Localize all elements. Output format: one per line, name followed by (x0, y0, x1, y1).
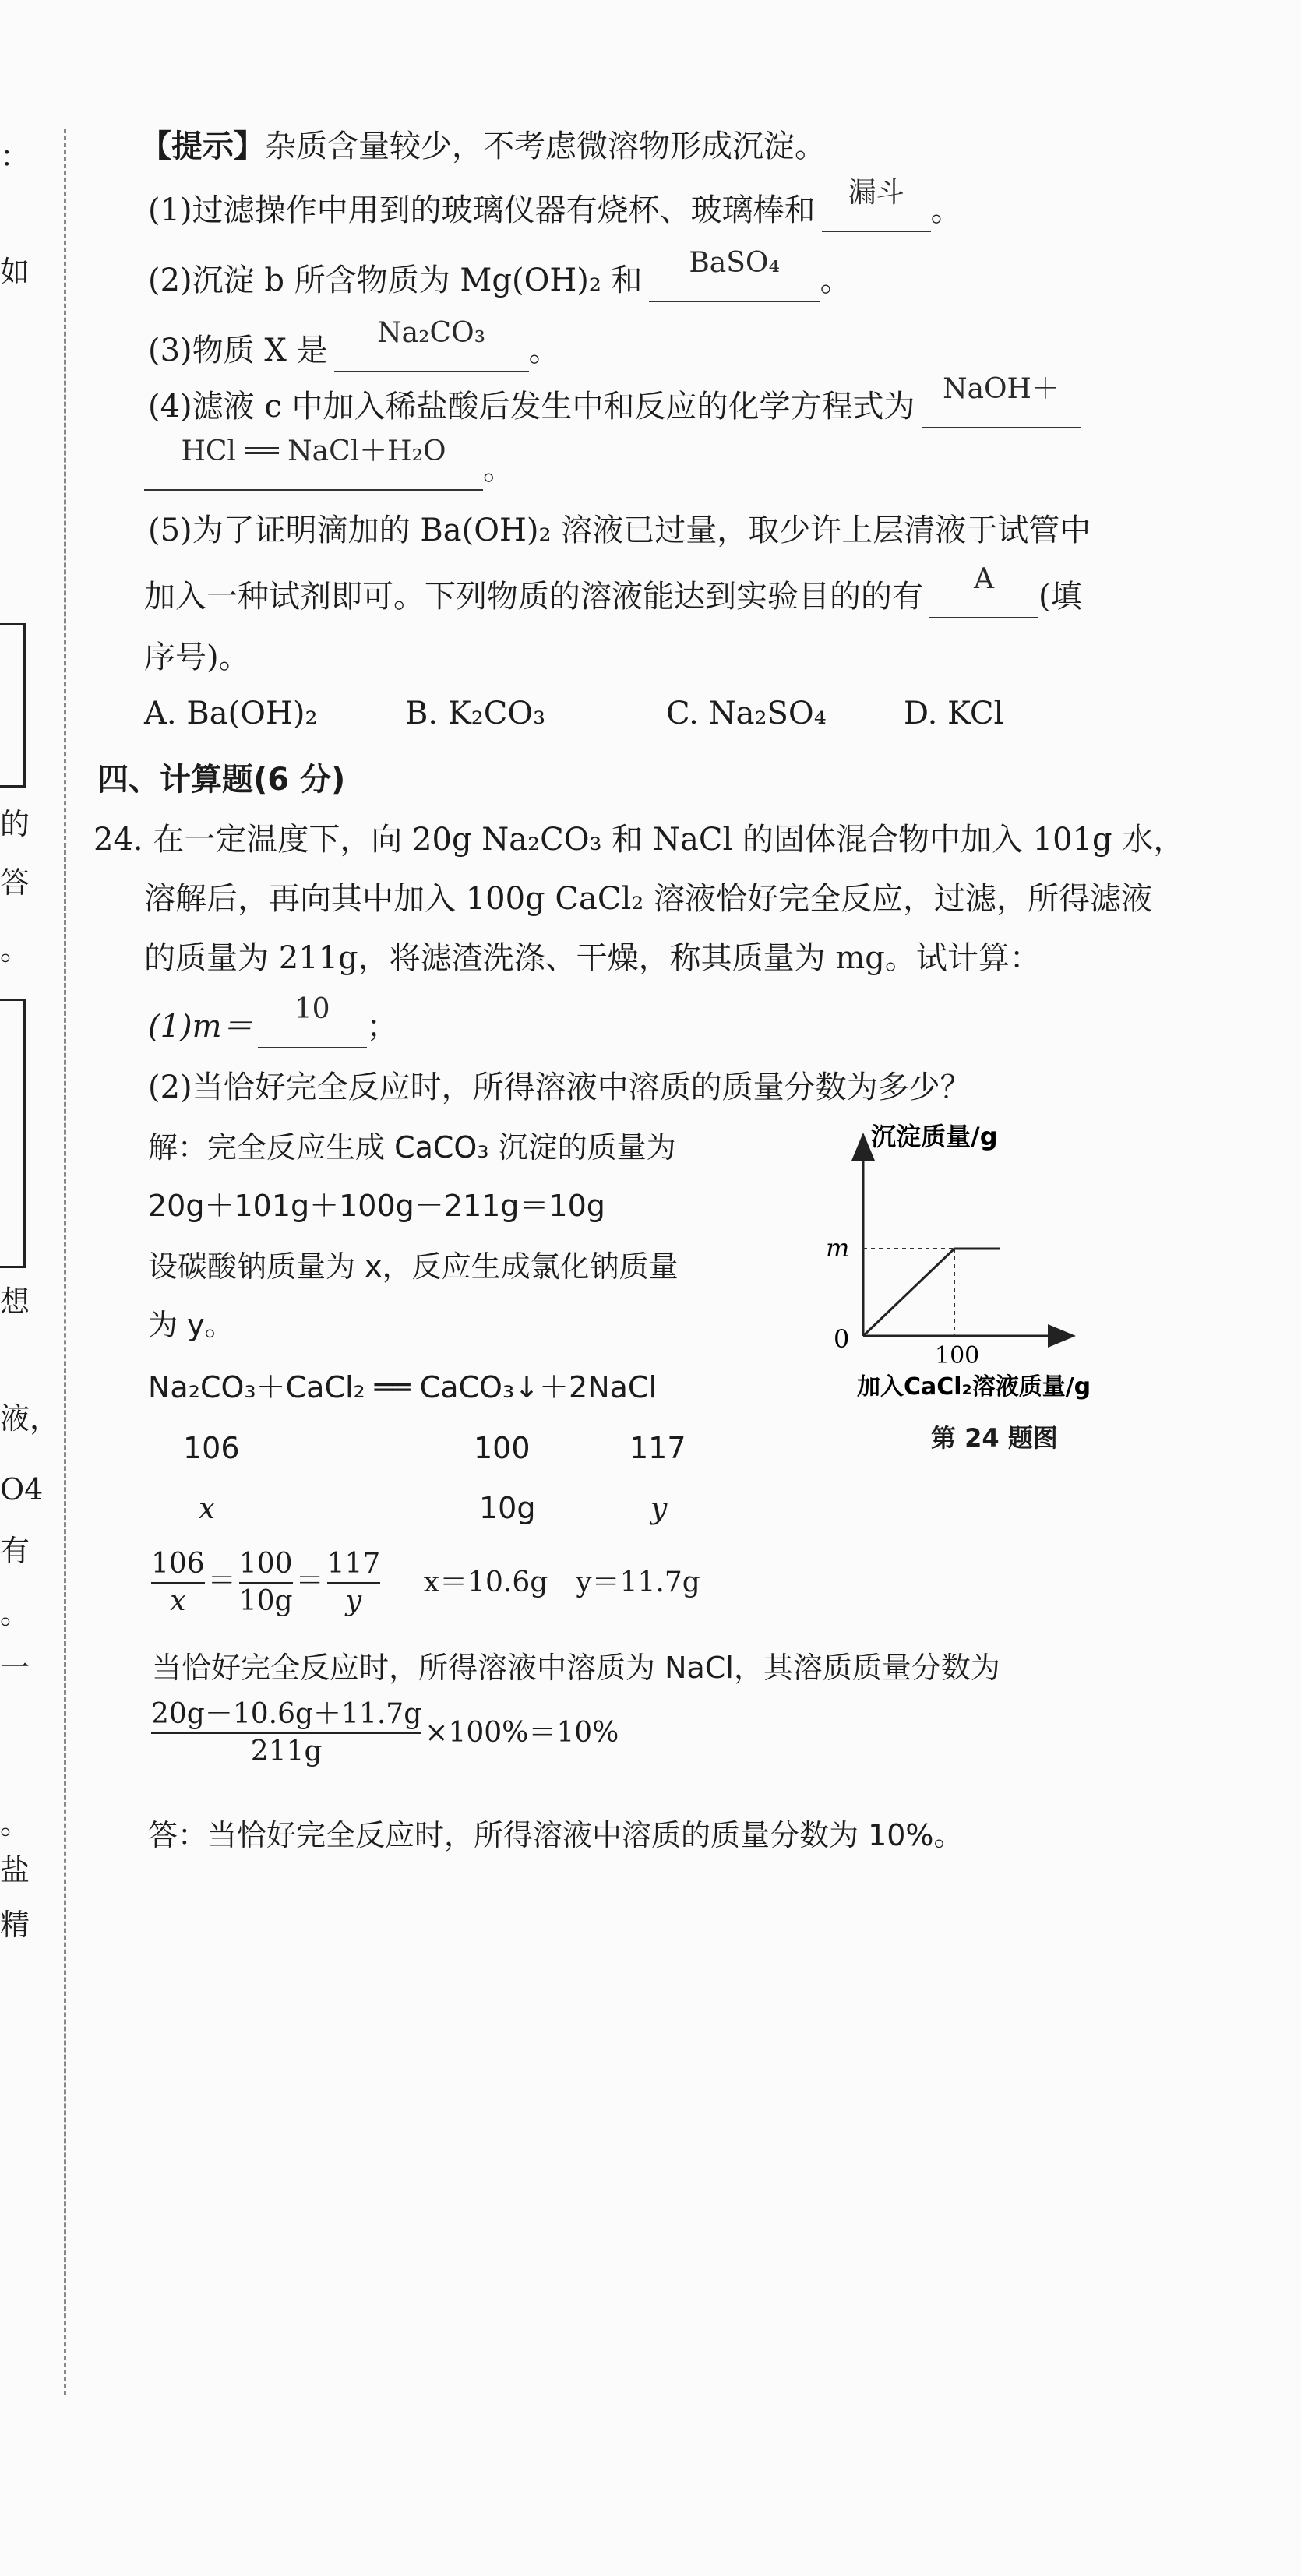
solution-line: 解：完全反应生成 CaCO₃ 沉淀的质量为 (148, 1130, 676, 1165)
edge-fragment: 。 (0, 932, 30, 967)
edge-fragment: 有 (0, 1534, 30, 1568)
answer-4b: HCl ══ NaCl＋H₂O (181, 435, 446, 467)
q24-line2: 溶解后，再向其中加入 100g CaCl₂ 溶液恰好完全反应，过滤，所得滤液 (144, 881, 1152, 917)
answer-line: 答：当恰好完全反应时，所得溶液中溶质的质量分数为 10%。 (148, 1818, 964, 1852)
solution-line: 当恰好完全反应时，所得溶液中溶质为 NaCl，其溶质质量分数为 (152, 1651, 1000, 1685)
margin-table-fragment (0, 999, 26, 1268)
question-4-cont: HCl ══ NaCl＋H₂O 。 (144, 449, 514, 491)
edge-fragment: 的 (0, 807, 30, 841)
option-d: D. KCl (904, 696, 1004, 731)
answer-2: BaSO₄ (689, 247, 780, 279)
question-5-line2: 加入一种试剂即可。下列物质的溶液能达到实验目的的有 A (填 (144, 576, 1082, 618)
precipitate-chart (802, 1122, 1192, 1402)
edge-fragment: 想 (0, 1284, 30, 1319)
edge-fragment: 一 (0, 1651, 30, 1685)
edge-fragment: O4 (0, 1472, 44, 1506)
section-heading: 四、计算题(6 分) (97, 762, 346, 798)
edge-fragment: ： (0, 139, 30, 174)
option-c: C. Na₂SO₄ (666, 696, 827, 731)
solution-line: 20g＋101g＋100g－211g＝10g (148, 1189, 605, 1223)
y-tick-label: m (826, 1233, 850, 1263)
answer-4a: NaOH＋ (943, 373, 1059, 405)
binding-line (64, 129, 66, 2395)
question-3: (3)物质 X 是 Na₂CO₃ 。 (148, 330, 560, 372)
x-axis-label: 加入CaCl₂溶液质量/g (857, 1373, 1091, 1401)
q24-part1: (1)m＝ 10 ； (148, 1006, 398, 1048)
q24-part2: (2)当恰好完全反应时，所得溶液中溶质的质量分数为多少？ (148, 1070, 971, 1105)
answer-3: Na₂CO₃ (377, 317, 486, 349)
edge-fragment: 。 (0, 1806, 30, 1841)
edge-fragment: 。 (0, 1596, 30, 1630)
proportion: $\frac{106}{x}$ ＝ $\frac{100}{10g}$ ＝ $\frac{117}{y}$ x＝10.6g y＝11.7g (151, 1548, 700, 1617)
edge-fragment: 盐 (0, 1853, 30, 1887)
question-2: (2)沉淀 b 所含物质为 Mg(OH)₂ 和 BaSO₄ 。 (148, 260, 851, 302)
origin-label: 0 (834, 1324, 850, 1354)
option-b: B. K₂CO₃ (405, 696, 546, 731)
question-4: (4)滤液 c 中加入稀盐酸后发生中和反应的化学方程式为 NaOH＋ (148, 386, 1081, 428)
edge-fragment: 液， (0, 1401, 60, 1436)
hint-label: 【提示】 (140, 129, 265, 164)
margin-table-fragment (0, 623, 26, 788)
solution-line: 设碳酸钠质量为 x，反应生成氯化钠质量 (148, 1249, 679, 1284)
answer-5: A (974, 563, 994, 595)
y-axis-label: 沉淀质量/g (871, 1122, 998, 1151)
figure-caption: 第 24 题图 (931, 1423, 1058, 1453)
edge-fragment: 精 (0, 1908, 30, 1942)
question-5-line3: 序号)。 (144, 640, 250, 675)
hint: 【提示】杂质含量较少，不考虑微溶物形成沉淀。 (140, 129, 826, 164)
series-line (863, 1249, 1000, 1336)
mass-fraction: $\frac{20g-10.6g+11.7g}{211g}$ ×100%＝10% (151, 1698, 619, 1767)
edge-fragment: 答 (0, 865, 30, 900)
answer-1: 漏斗 (848, 177, 904, 209)
x-tick-label: 100 (935, 1342, 980, 1369)
chemical-equation: Na₂CO₃＋CaCl₂ ══ CaCO₃↓＋2NaCl (148, 1370, 657, 1404)
q24-line3: 的质量为 211g，将滤渣洗涤、干燥，称其质量为 mg。试计算： (144, 940, 1041, 976)
edge-fragment: 如 (0, 255, 30, 289)
question-5: (5)为了证明滴加的 Ba(OH)₂ 溶液已过量，取少许上层清液于试管中 (148, 513, 1091, 548)
solution-line: 为 y。 (148, 1308, 234, 1342)
question-1: (1)过滤操作中用到的玻璃仪器有烧杯、玻璃棒和 漏斗 。 (148, 190, 962, 232)
q24-line1: 24. 在一定温度下，向 20g Na₂CO₃ 和 NaCl 的固体混合物中加入 101g 水， (93, 822, 1185, 858)
answer-24-1: 10 (294, 993, 330, 1025)
option-a: A. Ba(OH)₂ (144, 696, 318, 731)
